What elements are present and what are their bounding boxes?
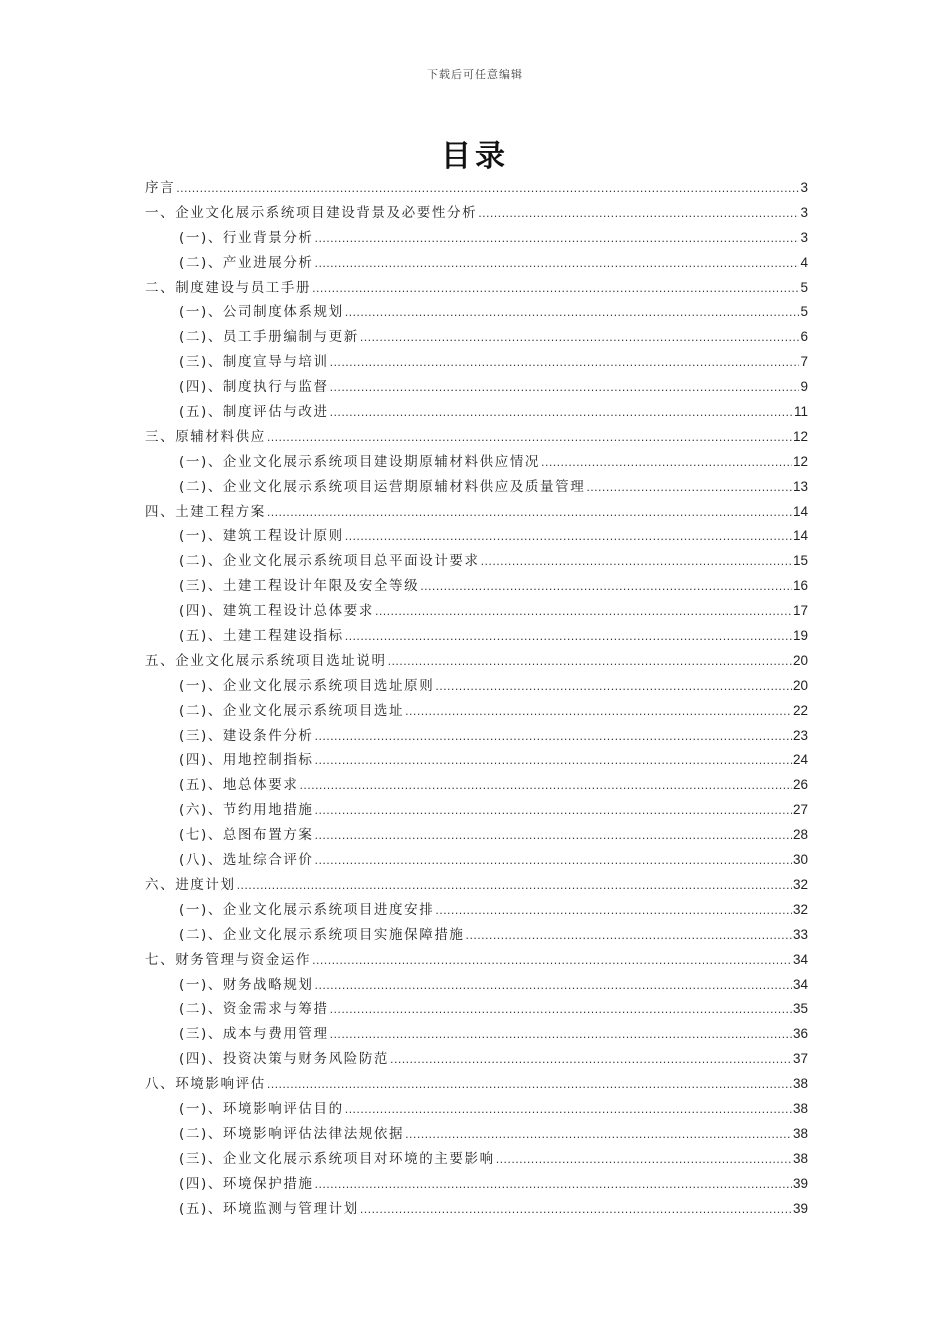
toc-entry-label: (二)、环境影响评估法律法规依据	[179, 1125, 405, 1142]
toc-entry-label: (三)、成本与费用管理	[179, 1026, 329, 1043]
toc-entry-page-number: 14	[792, 528, 808, 544]
toc-entry[interactable]	[145, 748, 808, 773]
toc-entry-page-number: 39	[792, 1175, 808, 1191]
toc-entry[interactable]	[145, 450, 808, 475]
toc-dot-leader	[315, 749, 792, 774]
toc-entry-label: (二)、企业文化展示系统项目总平面设计要求	[179, 553, 480, 570]
toc-dot-leader	[345, 1098, 792, 1123]
toc-entry-page-number: 32	[792, 901, 808, 917]
toc-entry-page-number: 9	[800, 379, 808, 395]
toc-dot-leader	[267, 1073, 792, 1098]
toc-entry-label: 五、企业文化展示系统项目选址说明	[145, 652, 387, 669]
toc-entry-page-number: 38	[792, 1100, 808, 1116]
toc-entry-label: (五)、土建工程建设指标	[179, 628, 344, 645]
toc-dot-leader	[390, 1048, 792, 1073]
toc-entry[interactable]	[145, 300, 808, 325]
toc-dot-leader	[312, 277, 799, 302]
toc-entry-label: (一)、行业背景分析	[179, 229, 314, 246]
toc-dot-leader	[330, 376, 800, 401]
toc-entry-label: (三)、建设条件分析	[179, 727, 314, 744]
toc-dot-leader	[315, 824, 792, 849]
toc-dot-leader	[330, 1023, 792, 1048]
toc-entry-page-number: 38	[792, 1125, 808, 1141]
toc-entry[interactable]	[145, 997, 808, 1022]
toc-entry[interactable]	[145, 425, 808, 450]
toc-entry-page-number: 6	[800, 329, 808, 345]
toc-dot-leader	[312, 949, 792, 974]
toc-entry[interactable]	[145, 251, 808, 276]
toc-entry-label: (一)、企业文化展示系统项目建设期原辅材料供应情况	[179, 453, 541, 470]
toc-entry[interactable]	[145, 1147, 808, 1172]
toc-entry-label: (一)、企业文化展示系统项目进度安排	[179, 901, 435, 918]
toc-entry-page-number: 32	[792, 876, 808, 892]
toc-entry-page-number: 35	[792, 1001, 808, 1017]
toc-dot-leader	[405, 1123, 792, 1148]
toc-entry-label: 六、进度计划	[145, 876, 236, 893]
toc-entry[interactable]	[145, 674, 808, 699]
toc-dot-leader	[435, 675, 792, 700]
toc-dot-leader	[315, 1173, 792, 1198]
toc-entry-page-number: 20	[792, 652, 808, 668]
toc-entry[interactable]	[145, 276, 808, 301]
toc-entry[interactable]	[145, 973, 808, 998]
toc-entry[interactable]	[145, 201, 808, 226]
toc-entry-label: 七、财务管理与资金运作	[145, 951, 312, 968]
toc-entry-page-number: 20	[792, 677, 808, 693]
toc-entry-label: (二)、企业文化展示系统项目实施保障措施	[179, 926, 465, 943]
toc-dot-leader	[330, 998, 792, 1023]
toc-entry-page-number: 30	[792, 852, 808, 868]
toc-entry-label: (四)、制度执行与监督	[179, 379, 329, 396]
toc-entry-page-number: 24	[792, 752, 808, 768]
toc-entry[interactable]	[145, 1122, 808, 1147]
toc-entry-label: 二、制度建设与员工手册	[145, 279, 312, 296]
toc-entry-label: (二)、资金需求与筹措	[179, 1001, 329, 1018]
toc-dot-leader	[345, 301, 800, 326]
toc-entry[interactable]	[145, 350, 808, 375]
toc-entry-page-number: 34	[792, 976, 808, 992]
toc-entry-page-number: 12	[792, 428, 808, 444]
toc-entry[interactable]	[145, 898, 808, 923]
toc-entry-page-number: 39	[792, 1200, 808, 1216]
toc-entry[interactable]	[145, 1072, 808, 1097]
toc-entry-label: (二)、产业进展分析	[179, 254, 314, 271]
toc-entry-label: (七)、总图布置方案	[179, 827, 314, 844]
toc-entry-page-number: 38	[792, 1150, 808, 1166]
toc-entry-page-number: 16	[792, 578, 808, 594]
toc-entry-label: 四、土建工程方案	[145, 503, 266, 520]
toc-entry[interactable]	[145, 549, 808, 574]
toc-dot-leader	[481, 550, 792, 575]
toc-entry-page-number: 7	[800, 354, 808, 370]
toc-entry[interactable]	[145, 773, 808, 798]
toc-dot-leader	[237, 874, 792, 899]
toc-entry-page-number: 36	[792, 1026, 808, 1042]
toc-entry-label: (二)、员工手册编制与更新	[179, 329, 359, 346]
toc-entry-page-number: 14	[792, 503, 808, 519]
toc-dot-leader	[360, 326, 800, 351]
toc-entry[interactable]	[145, 848, 808, 873]
toc-entry-page-number: 3	[800, 229, 808, 245]
toc-entry-page-number: 27	[792, 802, 808, 818]
toc-entry-label: 八、环境影响评估	[145, 1076, 266, 1093]
toc-entry[interactable]	[145, 823, 808, 848]
toc-entry-label: (三)、制度宣导与培训	[179, 354, 329, 371]
toc-dot-leader	[496, 1148, 792, 1173]
toc-dot-leader	[405, 700, 792, 725]
toc-entry[interactable]	[145, 574, 808, 599]
toc-entry[interactable]	[145, 649, 808, 674]
toc-entry-label: (一)、公司制度体系规划	[179, 304, 344, 321]
toc-entry[interactable]	[145, 599, 808, 624]
toc-dot-leader	[388, 650, 792, 675]
toc-entry-page-number: 22	[792, 702, 808, 718]
toc-entry-page-number: 3	[800, 180, 808, 195]
toc-entry-page-number: 12	[792, 453, 808, 469]
toc-entry-label: (一)、建筑工程设计原则	[179, 528, 344, 545]
toc-dot-leader	[330, 351, 800, 376]
toc-entry-page-number: 37	[792, 1051, 808, 1067]
toc-dot-leader	[315, 799, 792, 824]
toc-entry-label: (一)、企业文化展示系统项目选址原则	[179, 677, 435, 694]
toc-entry[interactable]	[145, 923, 808, 948]
toc-entry-label: (四)、环境保护措施	[179, 1175, 314, 1192]
toc-entry-page-number: 5	[800, 304, 808, 320]
toc-entry[interactable]	[145, 873, 808, 898]
toc-entry-label: (一)、财务战略规划	[179, 976, 314, 993]
toc-entry[interactable]	[145, 176, 808, 201]
toc-dot-leader	[345, 625, 792, 650]
toc-entry[interactable]	[145, 1022, 808, 1047]
toc-entry[interactable]	[145, 226, 808, 251]
toc-entry[interactable]	[145, 400, 808, 425]
toc-entry-label: (四)、用地控制指标	[179, 752, 314, 769]
toc-entry[interactable]	[145, 699, 808, 724]
toc-entry-page-number: 28	[792, 827, 808, 843]
toc-entry[interactable]	[145, 1197, 808, 1222]
toc-entry[interactable]	[145, 724, 808, 749]
toc-entry-label: (四)、建筑工程设计总体要求	[179, 603, 374, 620]
toc-dot-leader	[478, 202, 799, 227]
toc-dot-leader	[586, 476, 792, 501]
toc-entry-page-number: 4	[800, 254, 808, 270]
page-title: 目录	[441, 139, 509, 174]
toc-entry-page-number: 5	[800, 279, 808, 295]
toc-entry-label: (六)、节约用地措施	[179, 802, 314, 819]
toc-dot-leader	[330, 401, 793, 426]
toc-entry[interactable]	[145, 1172, 808, 1197]
toc-dot-leader	[466, 924, 792, 949]
toc-entry-page-number: 34	[792, 951, 808, 967]
toc-entry-label: (五)、地总体要求	[179, 777, 299, 794]
toc-entry-label: (五)、环境监测与管理计划	[179, 1200, 359, 1217]
toc-entry[interactable]	[145, 375, 808, 400]
toc-entry-page-number: 23	[792, 727, 808, 743]
toc-dot-leader	[541, 451, 792, 476]
toc-entry[interactable]	[145, 1097, 808, 1122]
toc-dot-leader	[267, 426, 792, 451]
header-note: 下载后可任意编辑	[427, 68, 523, 81]
toc-dot-leader	[375, 600, 792, 625]
toc-dot-leader	[420, 575, 792, 600]
toc-entry-page-number: 3	[800, 204, 808, 220]
toc-entry[interactable]	[145, 475, 808, 500]
toc-dot-leader	[435, 899, 792, 924]
toc-dot-leader	[345, 525, 792, 550]
toc-entry[interactable]	[145, 624, 808, 649]
toc-entry-label: 序言	[145, 180, 176, 196]
toc-dot-leader	[299, 774, 792, 799]
toc-dot-leader	[267, 501, 792, 526]
toc-entry[interactable]	[145, 500, 808, 525]
toc-dot-leader	[315, 227, 800, 252]
toc-entry-label: (三)、企业文化展示系统项目对环境的主要影响	[179, 1150, 495, 1167]
toc-entry-page-number: 33	[792, 926, 808, 942]
toc-entry[interactable]	[145, 798, 808, 823]
toc-entry-label: (二)、企业文化展示系统项目选址	[179, 702, 405, 719]
toc-dot-leader	[360, 1198, 792, 1223]
toc-dot-leader	[315, 974, 792, 999]
toc-entry[interactable]	[145, 524, 808, 549]
toc-dot-leader	[315, 725, 792, 750]
toc-entry-page-number: 13	[792, 478, 808, 494]
toc-entry-label: (三)、土建工程设计年限及安全等级	[179, 578, 420, 595]
table-of-contents	[145, 176, 808, 1221]
toc-dot-leader	[176, 177, 799, 202]
toc-entry-label: 一、企业文化展示系统项目建设背景及必要性分析	[145, 204, 478, 221]
toc-entry[interactable]	[145, 1047, 808, 1072]
toc-dot-leader	[315, 849, 792, 874]
toc-entry-page-number: 26	[792, 777, 808, 793]
toc-entry-label: (二)、企业文化展示系统项目运营期原辅材料供应及质量管理	[179, 478, 586, 495]
toc-entry-label: (四)、投资决策与财务风险防范	[179, 1051, 390, 1068]
toc-entry-page-number: 38	[792, 1076, 808, 1092]
toc-entry-page-number: 15	[792, 553, 808, 569]
toc-entry-label: (一)、环境影响评估目的	[179, 1100, 344, 1117]
toc-entry-label: (八)、选址综合评价	[179, 852, 314, 869]
toc-entry-page-number: 17	[792, 603, 808, 619]
toc-entry-label: 三、原辅材料供应	[145, 428, 266, 445]
toc-entry-page-number: 19	[792, 628, 808, 644]
toc-entry[interactable]	[145, 948, 808, 973]
toc-entry-label: (五)、制度评估与改进	[179, 404, 329, 421]
toc-entry-page-number: 11	[793, 404, 808, 420]
toc-entry[interactable]	[145, 325, 808, 350]
toc-dot-leader	[315, 252, 800, 277]
